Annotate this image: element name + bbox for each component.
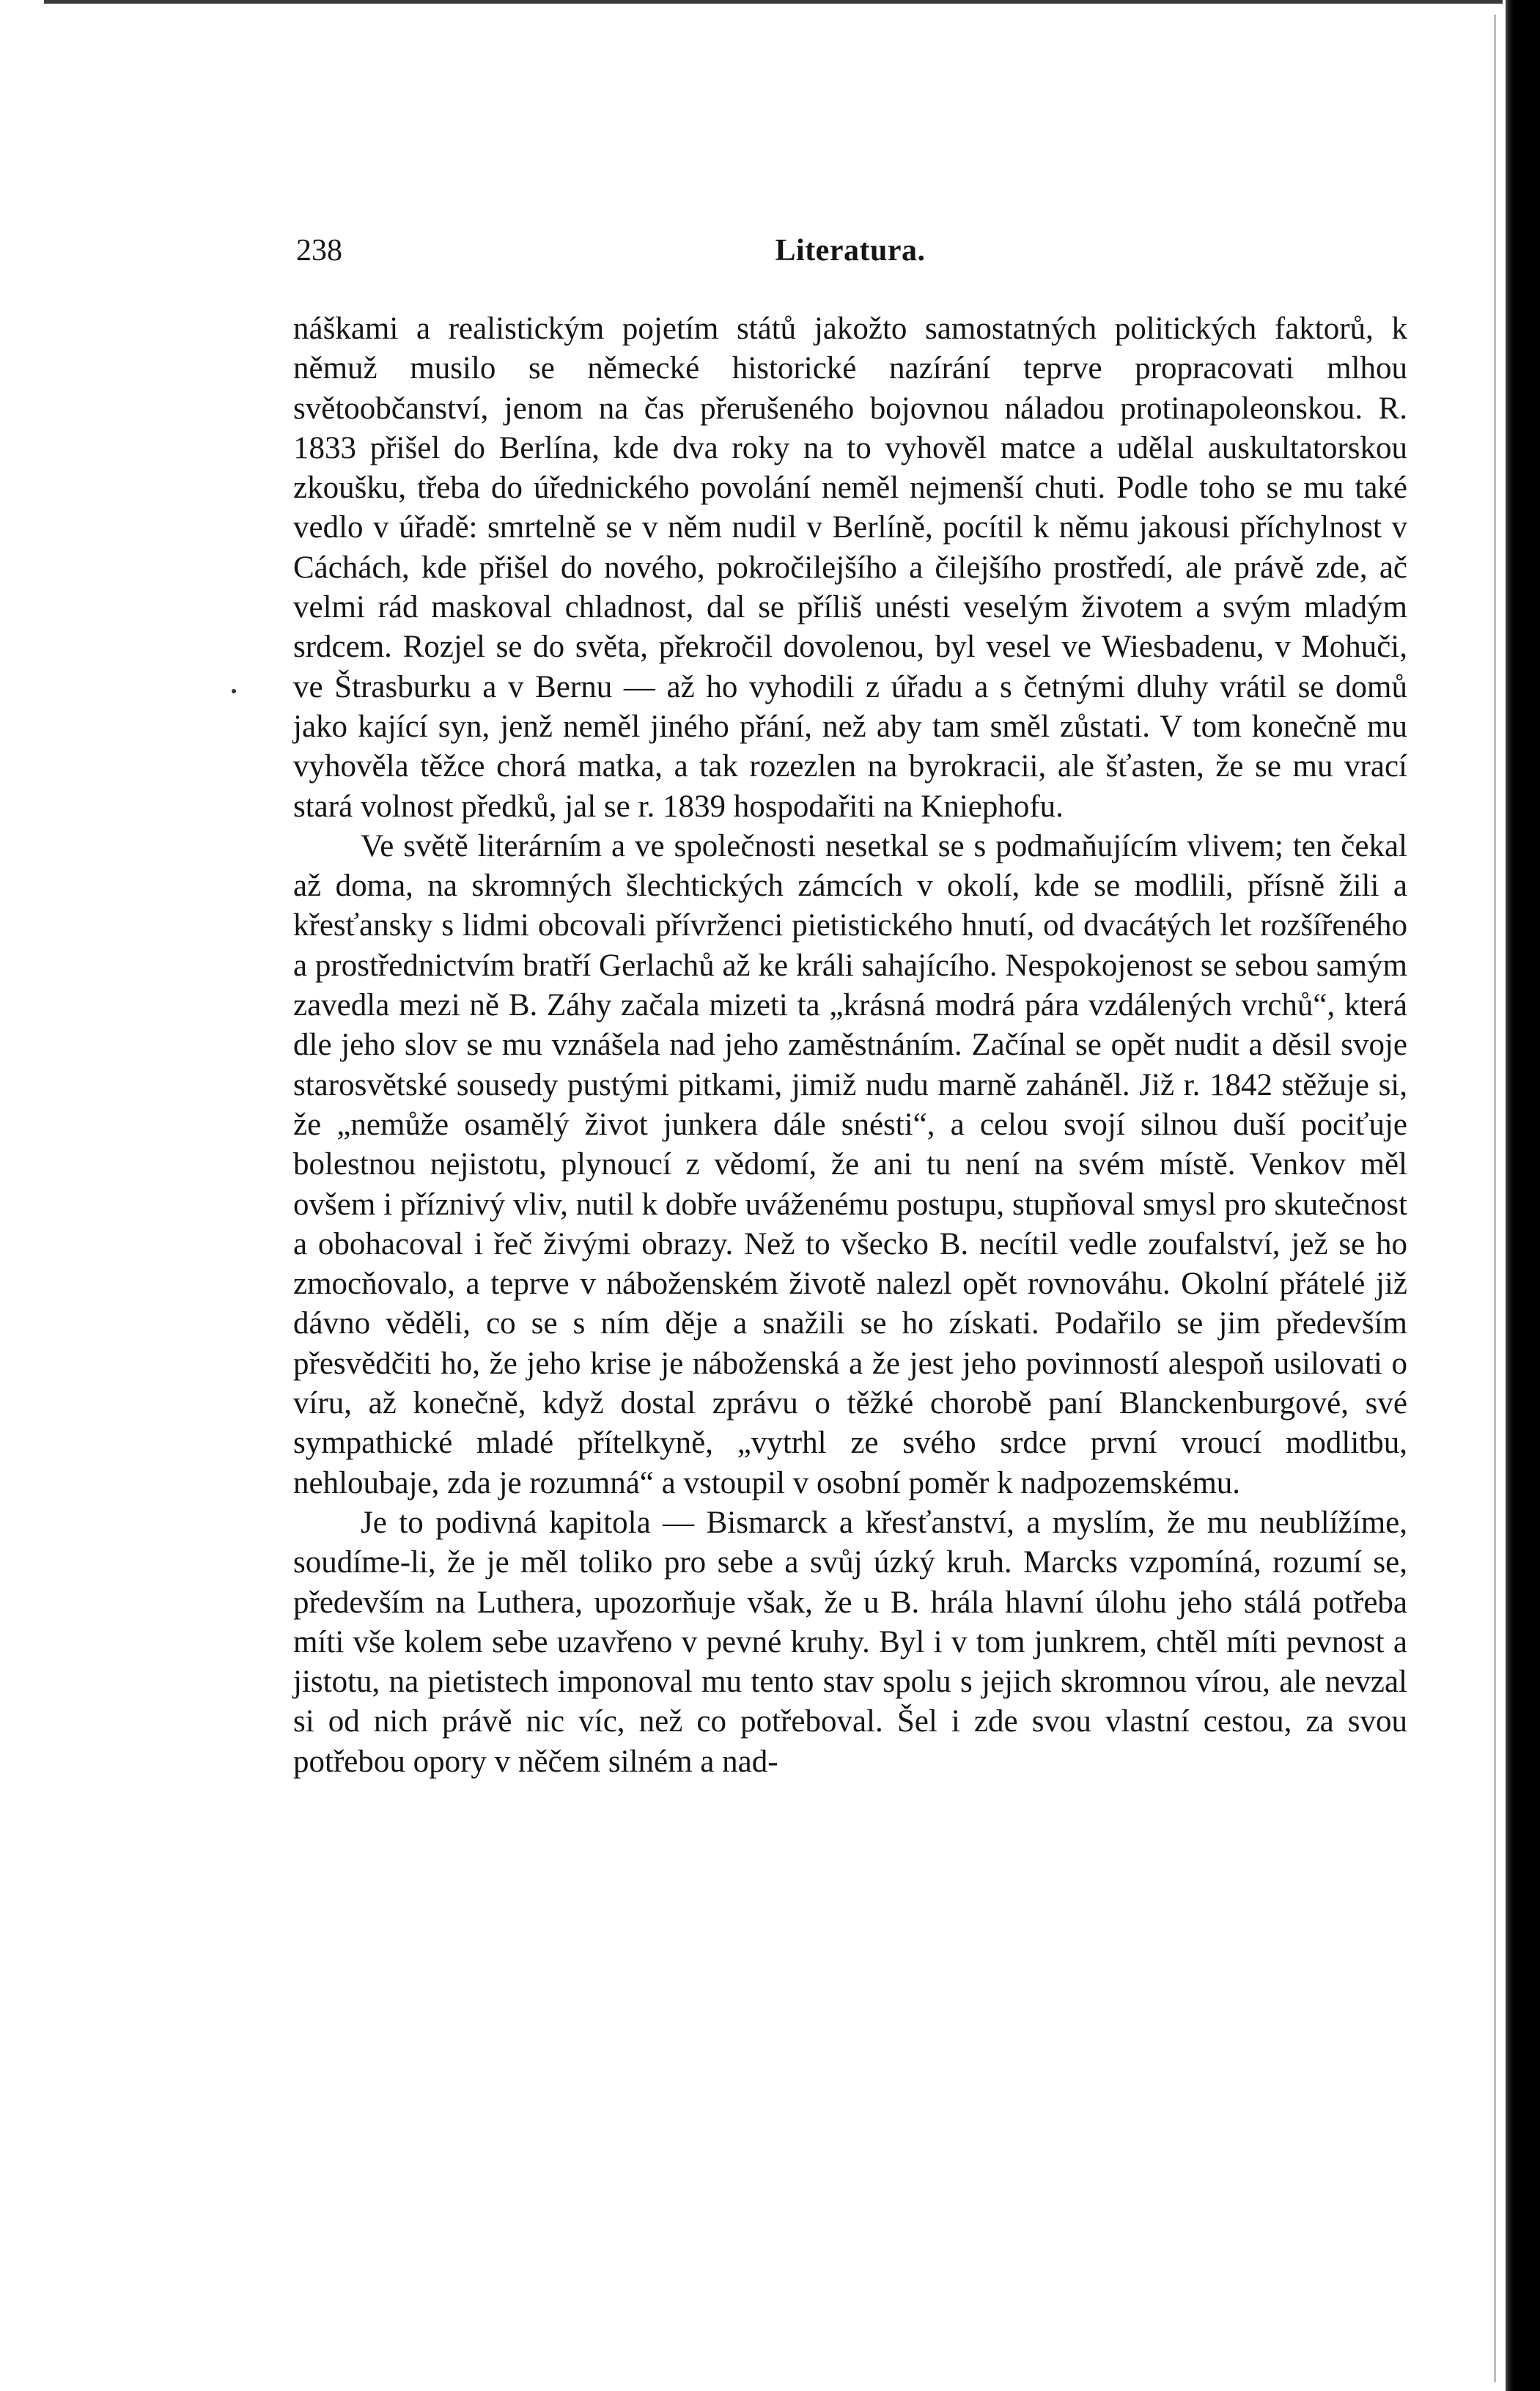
running-head bbox=[293, 227, 1407, 271]
paragraph: Je to podivná kapitola — Bismarck a křesťanství, a myslím, že mu neublížíme, soudíme-li, že je měl toliko pro sebe a svůj úzký kruh. Marcks vzpomíná, rozumí se, především na Luthera, upozorňuje však, že u B. hrála hlavní úlohu jeho stálá potřeba míti vše kolem sebe uzavřeno v pevné kruhy. Byl i v tom junkrem, chtěl míti pevnost a jistotu, na pietistech imponoval mu tento stav spolu s jejich skromnou vírou, ale nevzal si od nich právě nic víc, než co potřeboval. Šel i zde svou vlastní cestou, za svou potřebou opory v něčem silném a nad- bbox=[293, 1505, 1407, 1779]
page-top-edge bbox=[44, 0, 1503, 4]
body-text bbox=[293, 309, 1407, 1782]
page-edge-line bbox=[1494, 15, 1496, 2382]
paragraph: náškami a realistickým pojetím států jakožto samostatných politických faktorů, k němuž musilo se německé historické nazírání teprve propracovati mlhou světoobčanství, jenom na čas přerušeného bojovnou náladou protinapoleonskou. R. 1833 přišel do Berlína, kde dva roky na to vyhověl matce a udělal auskultatorskou zkoušku, třeba do úřednického povolání neměl nejmenší chuti. Podle toho se mu také vedlo v úřadě: smrtelně se v něm nudil v Berlíně, pocítil k němu jakousi příchylnost v Cáchách, kde přišel do nového, pokročilejšího a čilejšího prostředí, ale právě zde, ač velmi rád maskoval chladnost, dal se příliš unésti veselým životem a svým mladým srdcem. Rozjel se do světa, překročil dovolenou, byl vesel ve Wiesbadenu, v Mohuči, ve Štrasburku a v Bernu — až ho vyhodili z úřadu a s četnými dluhy vrátil se domů jako kající syn, jenž neměl jiného přání, než aby tam směl zůstati. V tom konečně mu vyhověla těžce chorá matka, a tak rozezlen na byrokracii, ale šťasten, že se mu vrací stará volnost předků, jal se r. 1839 hospodařiti na Kniephofu. bbox=[293, 312, 1407, 824]
paragraph: Ve světě literárním a ve společnosti nesetkal se s podmaňujícím vlivem; ten čekal až doma, na skromných šlechtických zámcích v okolí, kde se modlili, přísně žili a křesťansky s lidmi obcovali přívrženci pietistického hnutí, od dvacátých let rozšířeného a prostřednictvím bratří Gerlachů až ke králi sahajícího. Nespokojenost se sebou samým zavedla mezi ně B. Záhy začala mizeti ta „krásná modrá pára vzdálených vrchů“, která dle jeho slov se mu vznášela nad jeho zaměstnáním. Začínal se opět nudit a děsil svoje starosvětské sousedy pustými pitkami, jimiž nudu marně zaháněl. Již r. 1842 stěžuje si, že „nemůže osamělý život junkera dále snésti“, a celou svojí silnou duší pociťuje bolestnou nejistotu, plynoucí z vědomí, že ani tu není na svém místě. Venkov měl ovšem i příznivý vliv, nutil k dobře uváženému postupu, stupňoval smysl pro skutečnost a obohacoval i řeč živými obrazy. Než to všecko B. necítil vedle zoufalství, jež se ho zmocňovalo, a teprve v náboženském životě nalezl opět rovnováhu. Okolní přátelé již dávno věděli, co se s ním děje a snažili se ho získati. Podařilo se jim především přesvědčiti ho, že jeho krise je náboženská a že jest jeho povinností alespoň usilovati o víru, až konečně, když dostal zprávu o těžké chorobě paní Blanckenburgové, své sympathické mladé přítelkyně, „vytrhl ze svého srdce první vroucí modlitbu, nehloubaje, zda je rozumná“ a vstoupil v osobní poměr k nadpozemskému. bbox=[293, 828, 1407, 1500]
page-content bbox=[293, 227, 1407, 1782]
scan-border bbox=[1506, 0, 1540, 2391]
page-number: 238 bbox=[296, 234, 342, 268]
running-title: Literatura. bbox=[775, 234, 926, 268]
stray-dot bbox=[232, 689, 236, 693]
